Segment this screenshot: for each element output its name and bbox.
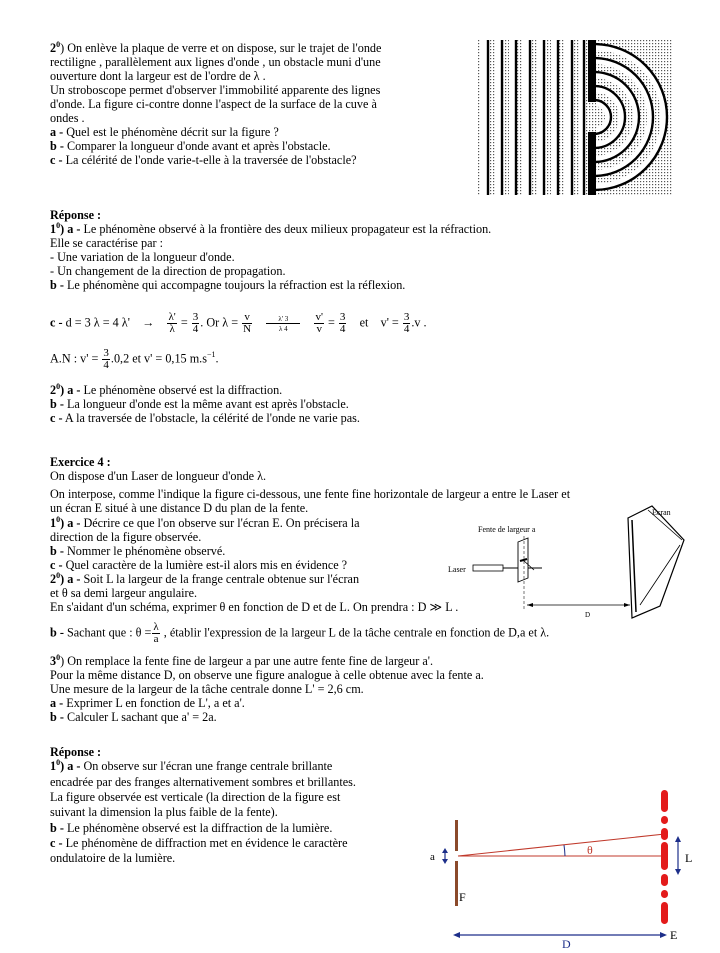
exercice4-q3: $3^0$) On remplace la fente fine de largeur a par une autre fente fine de largeur a'. (50, 652, 434, 668)
wave-tank-figure (478, 40, 673, 195)
reponse2-line-7: ondulatoire de la lumière. (50, 851, 176, 865)
exercice4-q1a: $1^0$) a - Décrire ce que l'on observe sur l'écran E. On précisera la (50, 514, 360, 530)
diffracted-ray (458, 834, 665, 856)
fig-d-label: D (562, 937, 571, 950)
exercice4-q2b: b - Sachant que : θ = $\frac{\lambda}{a}$ , établir l'expression de la largeur L de la tâche centrale en fonction de D,a et λ. (50, 621, 550, 645)
distance-d-arrow (453, 932, 667, 938)
exercice4-q2a: $2^0$) a - Soit L la largeur de la frange centrale obtenue sur l'écran (50, 570, 360, 586)
screen-e (628, 506, 684, 618)
part2-line-3: ouverture dont la largeur est de l'ordre de λ . (50, 69, 266, 83)
exercice4-q1b: b - Nommer le phénomène observé. (50, 544, 226, 558)
slit-plate (518, 536, 534, 610)
reponse1-line-2: Elle se caractérise par : (50, 236, 164, 250)
exercice4-q3-3: Une mesure de la largeur de la tâche centrale donne L' = 2,6 cm. (50, 682, 364, 696)
exercice4-q2a-2: et θ sa demi largeur angulaire. (50, 586, 198, 600)
theta-arc (564, 845, 565, 856)
part2-question-c: c - La célérité de l'onde varie-t-elle à la traversée de l'obstacle? (50, 153, 357, 167)
reponse1-line-4: - Un changement de la direction de propagation. (50, 264, 286, 278)
reponse1-line-1: $1^0$) a - Le phénomène observé à la frontière des deux milieux propagateur est la réfraction. (50, 220, 492, 236)
reponse1-line-3: - Une variation de la longueur d'onde. (50, 250, 235, 264)
reponse1-title: Réponse : (50, 208, 102, 222)
part2-line-2: rectiligne , parallèlement aux lignes d'onde , un obstacle muni d'une (50, 55, 381, 69)
fig-ecran-label: Ecran (652, 508, 671, 517)
slit-f (455, 820, 458, 906)
reponse2-line-4: suivant la dimension la plus faible de la fente). (50, 805, 278, 819)
reponse2-line-6: c - Le phénomène de diffraction met en évidence le caractère (50, 836, 348, 850)
distance-d-arrow (527, 603, 630, 607)
exercice4-line-1: On dispose d'un Laser de longueur d'onde λ. (50, 469, 267, 483)
fig-e-label: E (670, 928, 678, 942)
exercice4-line-3: un écran E situé à une distance D du plan de la fente. (50, 501, 309, 515)
reponse1-part2-c: c - A la traversée de l'obstacle, la célérité de l'onde ne varie pas. (50, 411, 360, 425)
laser-slit-figure (440, 500, 690, 620)
part2-line-4: Un stroboscope permet d'observer l'immobilité apparente des lignes (50, 83, 381, 97)
fig-theta-label: θ (587, 843, 593, 857)
reponse1-part2-a: $2^0$) a - Le phénomène observé est la diffraction. (50, 381, 283, 397)
width-a-arrow (442, 848, 448, 864)
fig-laser-label: Laser (448, 565, 466, 574)
exercice4-q3-2: Pour la même distance D, on observe une figure analogue à celle obtenue avec la fente a. (50, 668, 484, 682)
exercice4-q2a-3: En s'aidant d'un schéma, exprimer θ en fonction de D et de L. On prendra : D ≫ L . (50, 600, 459, 614)
reponse2-line-2: encadrée par des franges alternativement sombres et brillantes. (50, 775, 356, 789)
exercice4-q3a: a - Exprimer L en fonction de L', a et a'. (50, 696, 245, 710)
fig-a-label: a (430, 851, 435, 863)
reponse2-line-1: $1^0$) a - On observe sur l'écran une frange centrale brillante (50, 757, 333, 773)
reponse1-application-numerique: A.N : v' = $\frac{3}{4}$ .0,2 et v' = 0,15 $m.s^{-1}$. (50, 347, 219, 371)
reponse1-line-5: b - Le phénomène qui accompagne toujours la réfraction est la réflexion. (50, 278, 406, 292)
width-l-arrow (675, 836, 681, 875)
fig-l-label: L (685, 851, 693, 865)
fig-f-label: F (459, 890, 466, 904)
reponse2-line-3: La figure observée est verticale (la direction de la figure est (50, 790, 341, 804)
exercice4-q3b: b - Calculer L sachant que a' = 2a. (50, 710, 217, 724)
reponse2-line-5: b - Le phénomène observé est la diffraction de la lumière. (50, 821, 333, 835)
diffraction-schema (425, 790, 705, 950)
exercice4-q1c: c - Quel caractère de la lumière est-il alors mis en évidence ? (50, 558, 348, 572)
exercice4-title: Exercice 4 : (50, 455, 111, 469)
part2-question-b: b - Comparer la longueur d'onde avant et après l'obstacle. (50, 139, 331, 153)
fringes-on-screen (661, 790, 668, 924)
reponse1-equation-c: c - d = 3 λ = 4 λ' → $\frac{\lambda'}{\lambda}$ = $\frac{3}{4}$ . Or λ = $\frac{v}{N}$ $\frac{\lambda' 3}{\lambda 4}$ $\frac{v'}{v}$ = $\frac{3}{4}$ et v' = $\frac{3}{4}$ .v . (50, 311, 427, 335)
part2-line-1: $2^0$) On enlève la plaque de verre et on dispose, sur le trajet de l'onde (50, 39, 382, 55)
exercice4-line-2: On interpose, comme l'indique la figure ci-dessous, une fente fine horizontale de largeur a entre le Laser et (50, 487, 571, 501)
part2-line-6: ondes . (50, 111, 85, 125)
reponse1-part2-b: b - La longueur d'onde est la même avant est après l'obstacle. (50, 397, 349, 411)
part2-question-a: a - Quel est le phénomène décrit sur la figure ? (50, 125, 279, 139)
fig-fente-label: Fente de largeur a (478, 525, 536, 534)
part2-line-5: d'onde. La figure ci-contre donne l'aspect de la surface de la cuve à (50, 97, 377, 111)
fig-d-label: D (585, 611, 591, 619)
reponse2-title: Réponse : (50, 745, 102, 759)
exercice4-q1a-2: direction de la figure observée. (50, 530, 202, 544)
